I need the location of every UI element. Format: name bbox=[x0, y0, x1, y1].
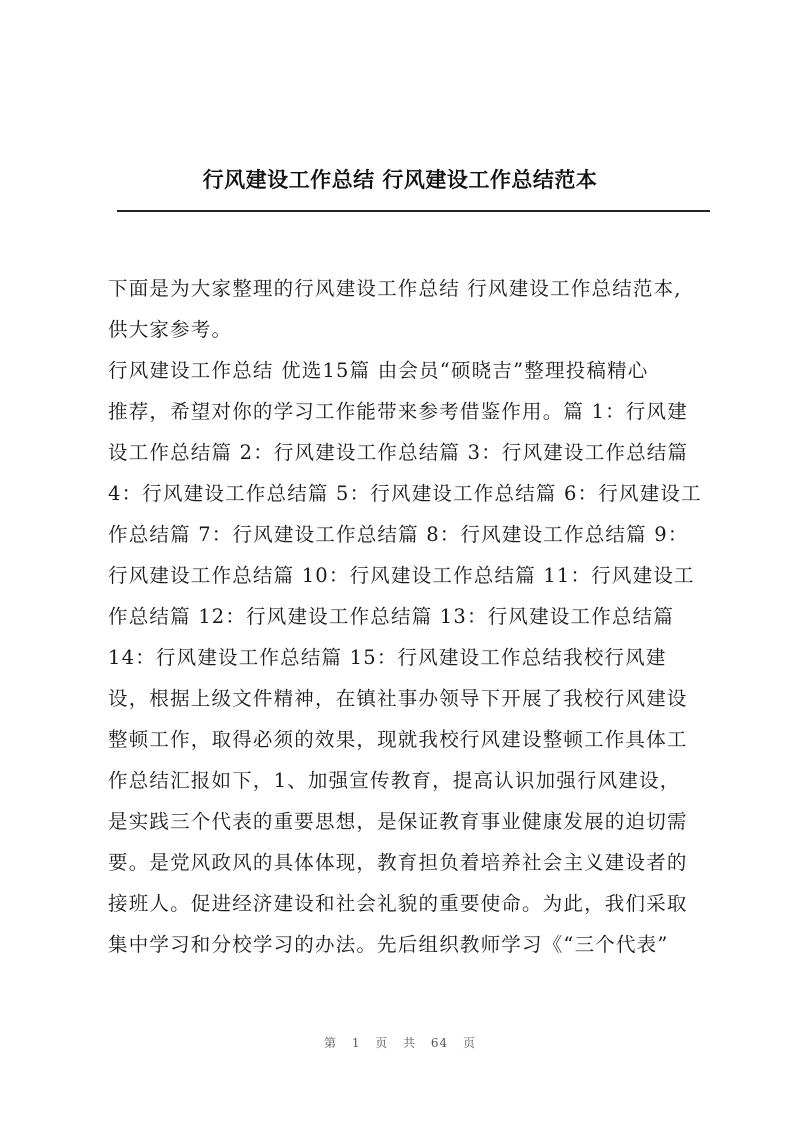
body-line: 作总结篇 12：行风建设工作总结篇 13：行风建设工作总结篇 bbox=[108, 605, 675, 628]
document-title: 行风建设工作总结 行风建设工作总结范本 bbox=[202, 168, 598, 192]
page-footer: 第 1 页 共 64 页 bbox=[324, 1036, 476, 1050]
body-line: 集中学习和分校学习的办法。先后组织教师学习《“三个代表” bbox=[108, 933, 669, 956]
body-line: 供大家参考。 bbox=[108, 318, 233, 341]
body-line: 设，根据上级文件精神，在镇社事办领导下开展了我校行风建设 bbox=[108, 687, 688, 710]
body-line: 作总结汇报如下，1、加强宣传教育，提高认识加强行风建设， bbox=[108, 769, 681, 792]
body-line: 整顿工作，取得必须的效果，现就我校行风建设整顿工作具体工 bbox=[108, 728, 688, 751]
body-line: 14：行风建设工作总结篇 15：行风建设工作总结我校行风建 bbox=[108, 646, 667, 669]
body-line: 行风建设工作总结 优选15篇 由会员“硕晓吉”整理投稿精心 bbox=[108, 359, 649, 382]
body-line: 设工作总结篇 2：行风建设工作总结篇 3：行风建设工作总结篇 bbox=[108, 441, 689, 464]
body-line: 行风建设工作总结篇 10：行风建设工作总结篇 11：行风建设工 bbox=[108, 564, 695, 587]
body-line: 4：行风建设工作总结篇 5：行风建设工作总结篇 6：行风建设工 bbox=[108, 482, 702, 505]
body-line: 作总结篇 7：行风建设工作总结篇 8：行风建设工作总结篇 9： bbox=[108, 523, 689, 546]
title-divider bbox=[117, 210, 710, 212]
body-line: 接班人。促进经济建设和社会礼貌的重要使命。为此，我们采取 bbox=[108, 892, 688, 915]
body-line: 下面是为大家整理的行风建设工作总结 行风建设工作总结范本, bbox=[108, 277, 682, 300]
body-line: 是实践三个代表的重要思想，是保证教育事业健康发展的迫切需 bbox=[108, 810, 688, 833]
body-line: 推荐，希望对你的学习工作能带来参考借鉴作用。篇 1：行风建 bbox=[108, 400, 688, 423]
body-line: 要。是党风政风的具体体现，教育担负着培养社会主义建设者的 bbox=[108, 851, 688, 874]
document-body bbox=[108, 268, 713, 965]
